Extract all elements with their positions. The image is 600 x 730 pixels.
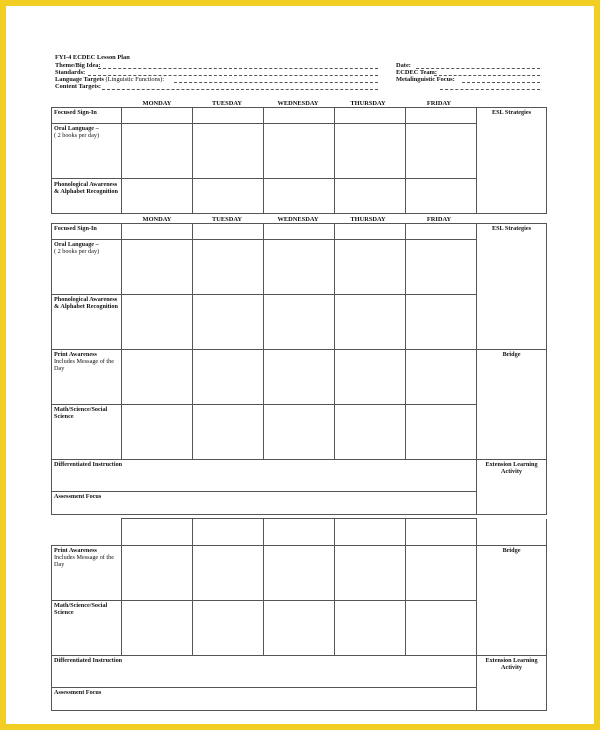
cell[interactable] [335,240,406,295]
cell[interactable] [406,124,477,179]
cell[interactable] [264,405,335,460]
language-targets-text: Language Targets [55,76,104,83]
cell[interactable] [335,224,406,240]
cell[interactable] [264,350,335,405]
day-header-wednesday: WEDNESDAY [277,100,319,107]
cell[interactable] [193,108,264,124]
oral-sub: ( 2 books per day) [54,248,100,255]
day-header-wednesday: WEDNESDAY [277,216,319,223]
row-focused-sign-in: Focused Sign-In [52,108,122,124]
day-header-tuesday: TUESDAY [212,216,242,223]
cell[interactable] [122,546,193,601]
theme-label: Theme/Big Idea: [55,62,101,69]
day-header-friday: FRIDAY [426,100,452,107]
language-targets-sub: (Linguistic Functions): [105,76,165,83]
metalinguistic-field-2[interactable] [440,89,540,90]
row-assessment-focus[interactable]: Assessment Focus [52,492,477,515]
cell[interactable] [335,405,406,460]
print-sub: Includes Message of the Day [54,358,114,372]
cell[interactable] [193,546,264,601]
cell[interactable] [264,224,335,240]
cell[interactable] [264,519,335,546]
esl-strategies-column: ESL Strategies [477,108,547,214]
cell[interactable] [406,601,477,656]
cell[interactable] [122,240,193,295]
cell[interactable] [406,546,477,601]
cell[interactable] [193,295,264,350]
cell[interactable] [193,240,264,295]
oral-label: Oral Language – [54,125,99,132]
theme-field[interactable] [98,68,378,69]
cell[interactable] [335,295,406,350]
cell[interactable] [335,124,406,179]
cell[interactable] [406,295,477,350]
cell[interactable] [335,108,406,124]
language-targets-field[interactable] [174,82,378,83]
oral-sub: ( 2 books per day) [54,132,100,139]
cell[interactable] [264,240,335,295]
cell[interactable] [122,350,193,405]
blank-cell [477,519,547,546]
day-header-monday: MONDAY [142,100,172,107]
cell[interactable] [122,405,193,460]
cell[interactable] [264,295,335,350]
day-header-thursday: THURSDAY [350,216,386,223]
row-differentiated-instruction[interactable]: Differentiated Instruction [52,460,477,492]
lesson-table-1 [51,107,547,214]
language-targets-label [55,76,164,83]
row-print-awareness [52,350,122,405]
page-title: FYI-4 ECDEC Lesson Plan [55,54,130,61]
metalinguistic-label: Metalinguistic Focus: [396,76,455,83]
cell[interactable] [406,350,477,405]
lesson-table-2 [51,223,547,515]
lesson-table-3 [51,518,547,711]
cell[interactable] [122,179,193,214]
day-header-thursday: THURSDAY [350,100,386,107]
cell[interactable] [193,519,264,546]
cell[interactable] [264,546,335,601]
blank-cell [52,519,122,546]
esl-strategies-column: ESL Strategies [477,224,547,350]
bridge-column: Bridge [477,350,547,460]
day-header-tuesday: TUESDAY [212,100,242,107]
team-label: ECDEC Team: [396,69,438,76]
cell[interactable] [193,601,264,656]
cell[interactable] [193,224,264,240]
cell[interactable] [335,519,406,546]
print-sub: Includes Message of the Day [54,554,114,568]
metalinguistic-field[interactable] [462,82,540,83]
row-oral-language [52,124,122,179]
cell[interactable] [264,179,335,214]
cell[interactable] [335,546,406,601]
row-phonological: Phonological Awareness & Alphabet Recognition [52,179,122,214]
cell[interactable] [264,108,335,124]
cell[interactable] [335,179,406,214]
cell[interactable] [122,295,193,350]
cell[interactable] [122,108,193,124]
cell[interactable] [335,350,406,405]
row-print-awareness [52,546,122,601]
cell[interactable] [122,224,193,240]
row-phonological: Phonological Awareness & Alphabet Recognition [52,295,122,350]
day-header-friday: FRIDAY [426,216,452,223]
cell[interactable] [193,405,264,460]
cell[interactable] [406,179,477,214]
cell[interactable] [264,124,335,179]
print-label: Print Awareness [54,351,97,358]
cell[interactable] [406,224,477,240]
row-math-science: Math/Science/Social Science [52,601,122,656]
cell[interactable] [122,601,193,656]
cell[interactable] [193,124,264,179]
oral-label: Oral Language – [54,241,99,248]
print-label: Print Awareness [54,547,97,554]
bridge-column: Bridge [477,546,547,656]
row-assessment-focus[interactable]: Assessment Focus [52,688,477,711]
lesson-plan-page [6,6,594,724]
row-oral-language [52,240,122,295]
cell[interactable] [406,240,477,295]
cell[interactable] [122,124,193,179]
cell[interactable] [193,179,264,214]
cell[interactable] [406,405,477,460]
extension-column: Extension Learning Activity [477,656,547,711]
content-targets-label: Content Targets: [55,83,101,90]
cell[interactable] [406,519,477,546]
day-header-monday: MONDAY [142,216,172,223]
extension-column: Extension Learning Activity [477,460,547,515]
cell[interactable] [406,108,477,124]
row-focused-sign-in: Focused Sign-In [52,224,122,240]
row-math-science: Math/Science/Social Science [52,405,122,460]
cell[interactable] [335,601,406,656]
content-targets-field[interactable] [102,89,378,90]
cell[interactable] [264,601,335,656]
cell[interactable] [193,350,264,405]
date-label: Date: [396,62,411,69]
cell[interactable] [122,519,193,546]
row-differentiated-instruction[interactable]: Differentiated Instruction [52,656,477,688]
standards-label: Standards: [55,69,86,76]
